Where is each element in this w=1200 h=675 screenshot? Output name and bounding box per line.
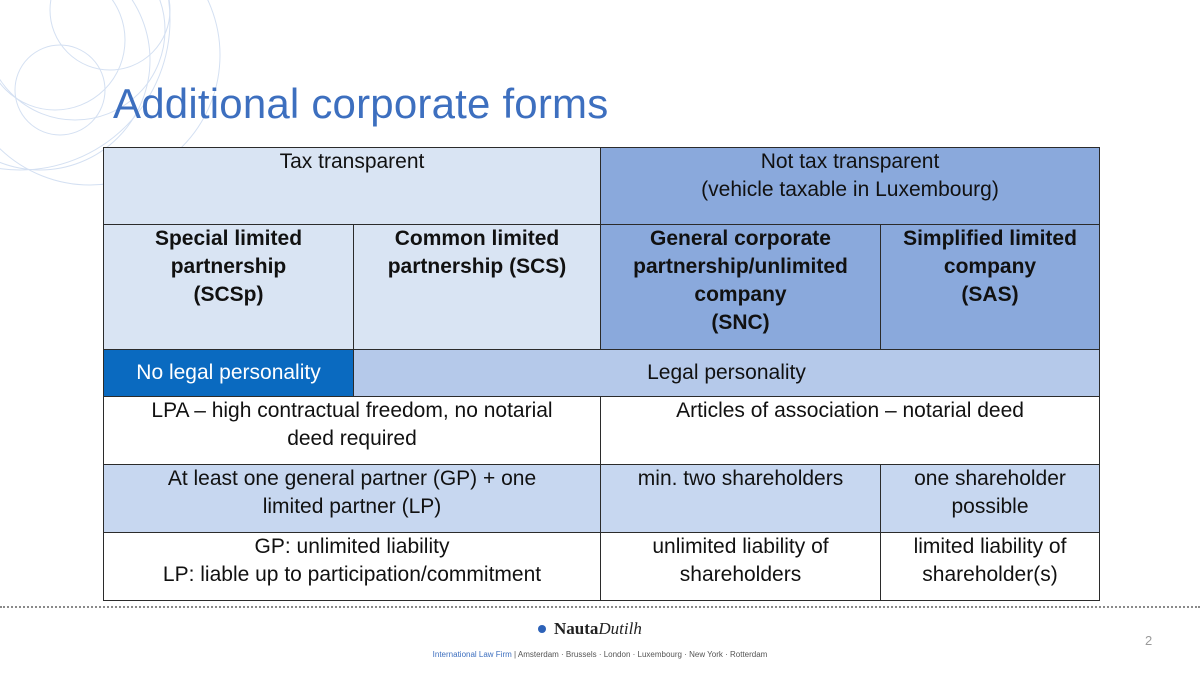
table-row-forms bbox=[104, 225, 1100, 350]
footer-tagline: International Law Firm | Amsterdam · Brussels · London · Luxembourg · New York · Rotterdam bbox=[432, 650, 768, 659]
table-row-partners bbox=[104, 465, 1100, 533]
slide-title: Additional corporate forms bbox=[113, 80, 609, 127]
cell-tax-transparent: Tax transparent bbox=[104, 148, 601, 225]
table-row-documents bbox=[104, 397, 1100, 465]
table-row-liability bbox=[104, 533, 1100, 601]
cell-gp-lp: At least one general partner (GP) + one limited partner (LP) bbox=[104, 465, 601, 533]
cell-sas: Simplified limited company (SAS) bbox=[881, 225, 1100, 350]
cell-no-legal-personality: No legal personality bbox=[104, 350, 354, 397]
cell-scs: Common limited partnership (SCS) bbox=[354, 225, 601, 350]
cell-gp-lp-liability: GP: unlimited liability LP: liable up to participation/commitment bbox=[104, 533, 601, 601]
footer-divider bbox=[0, 606, 1200, 608]
cell-legal-personality: Legal personality bbox=[354, 350, 1100, 397]
cell-snc-shareholders: min. two shareholders bbox=[601, 465, 881, 533]
cell-lpa: LPA – high contractual freedom, no notarial deed required bbox=[104, 397, 601, 465]
logo-dot-icon bbox=[538, 625, 546, 633]
cell-snc-liability: unlimited liability of shareholders bbox=[601, 533, 881, 601]
cell-articles: Articles of association – notarial deed bbox=[601, 397, 1100, 465]
cell-sas-shareholders: one shareholder possible bbox=[881, 465, 1100, 533]
logo-text: NautaDutilh bbox=[554, 619, 642, 638]
cell-not-tax-transparent: Not tax transparent (vehicle taxable in Luxembourg) bbox=[601, 148, 1100, 225]
cell-sas-liability: limited liability of shareholder(s) bbox=[881, 533, 1100, 601]
cell-scsp: Special limited partnership (SCSp) bbox=[104, 225, 354, 350]
corporate-forms-table bbox=[103, 147, 1100, 601]
table-row-legal-personality bbox=[104, 350, 1100, 397]
table-row-tax bbox=[104, 148, 1100, 225]
page-number: 2 bbox=[1145, 633, 1153, 648]
nautadutilh-logo bbox=[538, 619, 642, 639]
cell-snc: General corporate partnership/unlimited company (SNC) bbox=[601, 225, 881, 350]
